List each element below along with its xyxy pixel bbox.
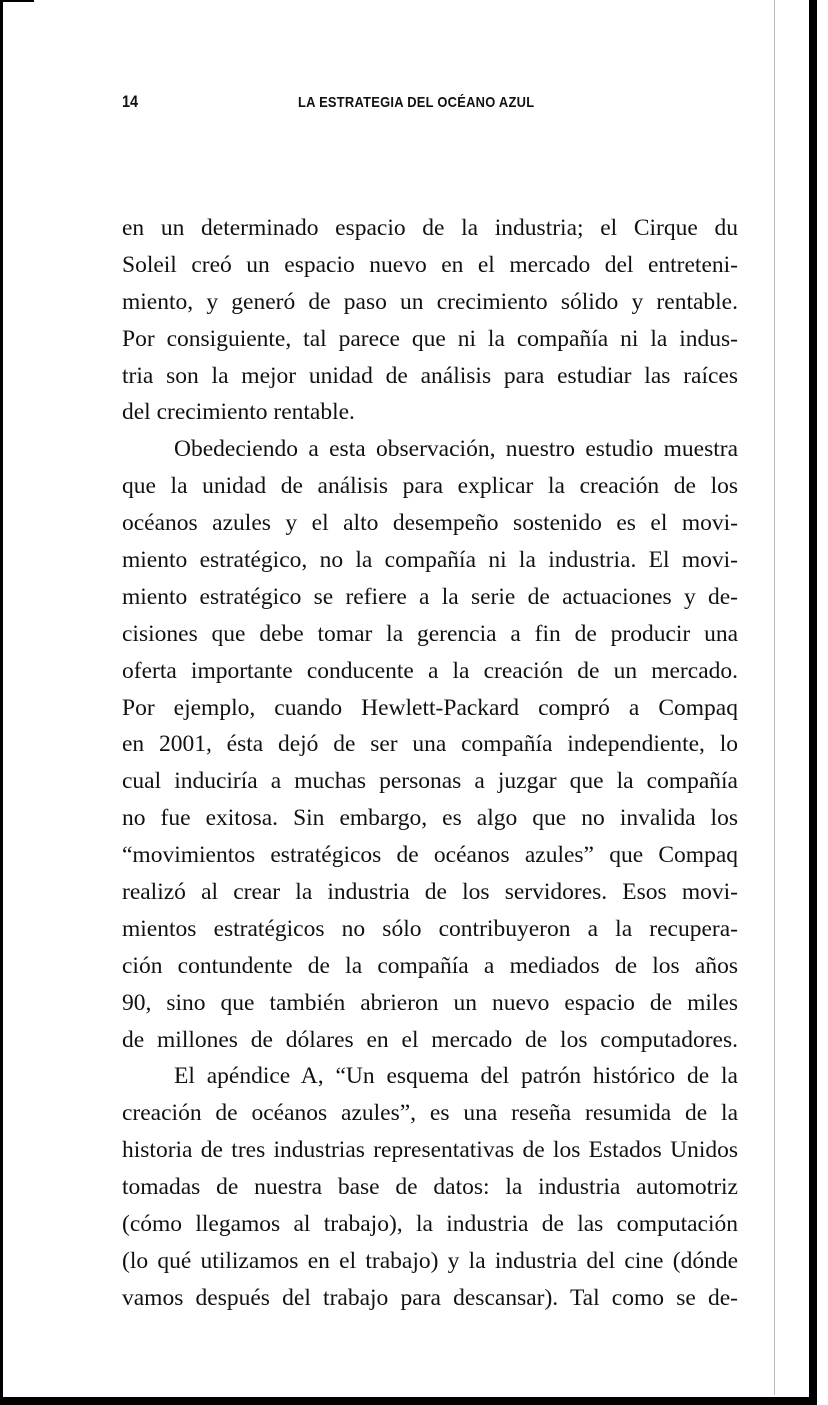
scan-border-left — [0, 0, 3, 1405]
scan-border-top-mark — [0, 0, 34, 2]
text-line: creación de océanos azules”, es una reseña resumida de la — [122, 1100, 738, 1127]
text-line: Soleil creó un espacio nuevo en el mercado del entreteni- — [122, 251, 738, 278]
text-line: “movimientos estratégicos de océanos azules” que Compaq — [122, 842, 738, 869]
text-line: de millones de dólares en el mercado de los computadores. — [122, 1026, 738, 1053]
text-line: mientos estratégicos no sólo contribuyeron a la recupera- — [122, 915, 738, 942]
scan-artifact-line — [774, 0, 775, 1395]
text-line: Por consiguiente, tal parece que ni la compañía ni la indus- — [122, 325, 738, 352]
text-line: historia de tres industrias representativas de los Estados Unidos — [122, 1137, 738, 1164]
text-line: miento, y generó de paso un crecimiento sólido y rentable. — [122, 288, 738, 315]
text-line: en 2001, ésta dejó de ser una compañía independiente, lo — [122, 731, 738, 758]
text-line: que la unidad de análisis para explicar la creación de los — [122, 473, 738, 500]
text-line: Por ejemplo, cuando Hewlett-Packard compró a Compaq — [122, 694, 738, 721]
text-line: tomadas de nuestra base de datos: la industria automotriz — [122, 1174, 738, 1201]
text-line: oferta importante conducente a la creación de un mercado. — [122, 657, 738, 684]
running-title: LA ESTRATEGIA DEL OCÉANO AZUL — [298, 94, 535, 111]
text-line: (cómo llegamos al trabajo), la industria de las computación — [122, 1211, 738, 1238]
text-line: en un determinado espacio de la industria; el Cirque du — [122, 215, 738, 241]
text-line: océanos azules y el alto desempeño sostenido es el movi- — [122, 510, 738, 537]
text-line: El apéndice A, “Un esquema del patrón histórico de la — [174, 1063, 738, 1090]
text-line: tria son la mejor unidad de análisis para estudiar las raíces — [122, 362, 738, 389]
scan-border-right — [809, 0, 817, 1405]
text-line: cual induciría a muchas personas a juzgar que la compañía — [122, 768, 738, 795]
text-line: no fue exitosa. Sin embargo, es algo que no invalida los — [122, 805, 738, 832]
text-line: ción contundente de la compañía a mediados de los años — [122, 952, 738, 979]
text-line: miento estratégico se refiere a la serie de actuaciones y de- — [122, 583, 738, 610]
text-line: vamos después del trabajo para descansar). Tal como se de- — [122, 1284, 738, 1311]
text-line: (lo qué utilizamos en el trabajo) y la industria del cine (dónde — [122, 1247, 738, 1274]
body-text — [122, 210, 738, 1317]
text-line: miento estratégico, no la compañía ni la industria. El movi- — [122, 547, 738, 574]
page-number: 14 — [122, 92, 139, 111]
text-line: 90, sino que también abrieron un nuevo espacio de miles — [122, 989, 738, 1016]
text-line: realizó al crear la industria de los servidores. Esos movi- — [122, 879, 738, 906]
text-line: del crecimiento rentable. — [122, 399, 355, 426]
text-line: cisiones que debe tomar la gerencia a fin de producir una — [122, 620, 738, 647]
text-line: Obedeciendo a esta observación, nuestro estudio muestra — [174, 436, 738, 463]
scan-border-bottom — [0, 1397, 817, 1405]
